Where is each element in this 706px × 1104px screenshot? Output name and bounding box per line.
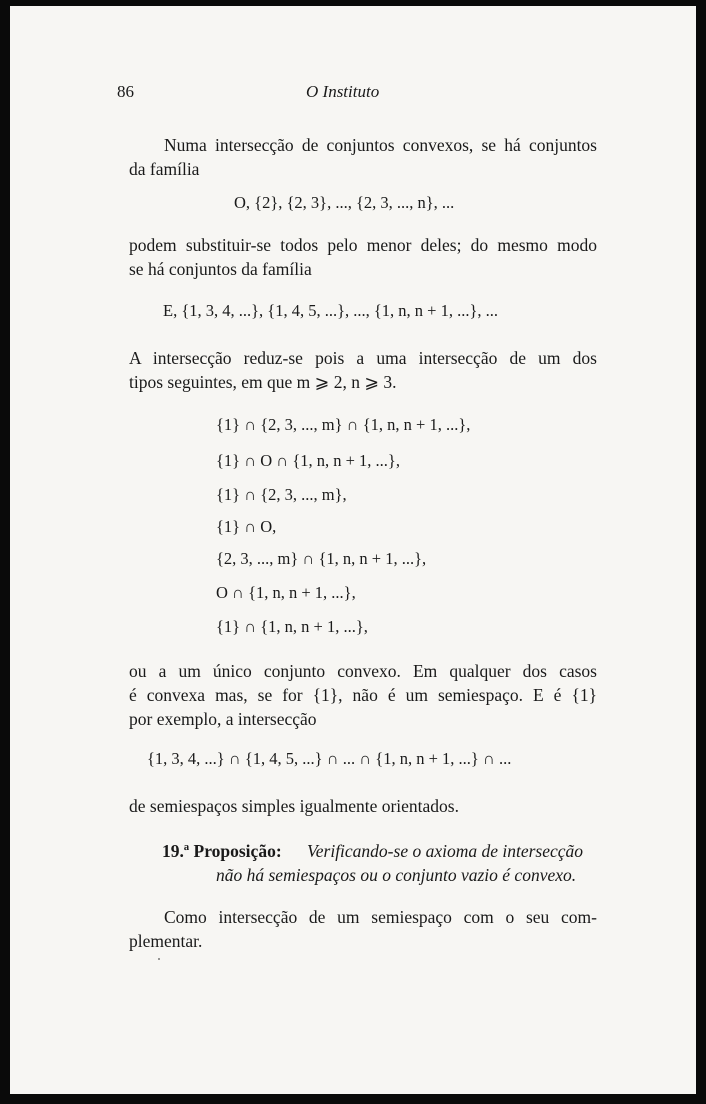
- stray-mark: [158, 958, 160, 960]
- paragraph-5: de semiespaços simples igualmente orientados.: [129, 796, 459, 816]
- paragraph-4-line-3: por exemplo, a intersecção: [129, 709, 317, 729]
- formula-2: E, {1, 3, 4, ...}, {1, 4, 5, ...}, ..., {1, n, n + 1, ...}, ...: [163, 301, 499, 320]
- proposition-label: Proposição:: [193, 841, 282, 861]
- formula-1: O, {2}, {2, 3}, ..., {2, 3, ..., n}, ...: [234, 193, 455, 212]
- page-header: [117, 82, 597, 106]
- paragraph-6-line-2: plementar.: [129, 931, 203, 951]
- type-item-6: O ∩ {1, n, n + 1, ...},: [216, 583, 356, 602]
- paragraph-4-line-1: ou a um único conjunto convexo. Em qualquer dos casos: [129, 661, 597, 681]
- proposition-line-2: não há semiespaços ou o conjunto vazio é convexo.: [216, 865, 577, 885]
- type-item-5: {2, 3, ..., m} ∩ {1, n, n + 1, ...},: [216, 549, 427, 568]
- paragraph-2-line-1: podem substituir-se todos pelo menor deles; do mesmo modo: [129, 235, 597, 255]
- paragraph-4-line-2: é convexa mas, se for {1}, não é um semiespaço. E é {1}: [129, 685, 597, 705]
- type-item-1: {1} ∩ {2, 3, ..., m} ∩ {1, n, n + 1, ...},: [216, 415, 471, 434]
- paragraph-6-line-1: Como intersecção de um semiespaço com o seu com-: [164, 907, 597, 927]
- paragraph-1-line-1: Numa intersecção de conjuntos convexos, se há conjuntos: [164, 135, 597, 155]
- type-item-2: {1} ∩ O ∩ {1, n, n + 1, ...},: [216, 451, 400, 470]
- paragraph-1-line-2: da família: [129, 159, 200, 179]
- paragraph-2-line-2: se há conjuntos da família: [129, 259, 312, 279]
- type-item-4: {1} ∩ O,: [216, 517, 277, 536]
- running-title: O Instituto: [306, 82, 380, 101]
- type-item-3: {1} ∩ {2, 3, ..., m},: [216, 485, 347, 504]
- formula-3: {1, 3, 4, ...} ∩ {1, 4, 5, ...} ∩ ... ∩ {1, n, n + 1, ...} ∩ ...: [147, 749, 512, 768]
- page-number: 86: [117, 82, 134, 101]
- type-item-7: {1} ∩ {1, n, n + 1, ...},: [216, 617, 368, 636]
- paragraph-3-line-2: tipos seguintes, em que m ⩾ 2, n ⩾ 3.: [129, 372, 397, 392]
- proposition-heading: [162, 840, 282, 862]
- proposition-number: 19.ª: [162, 841, 190, 861]
- proposition-line-1: Verificando-se o axioma de intersecção: [307, 841, 584, 861]
- paragraph-3-line-1: A intersecção reduz-se pois a uma intersecção de um dos: [129, 348, 597, 368]
